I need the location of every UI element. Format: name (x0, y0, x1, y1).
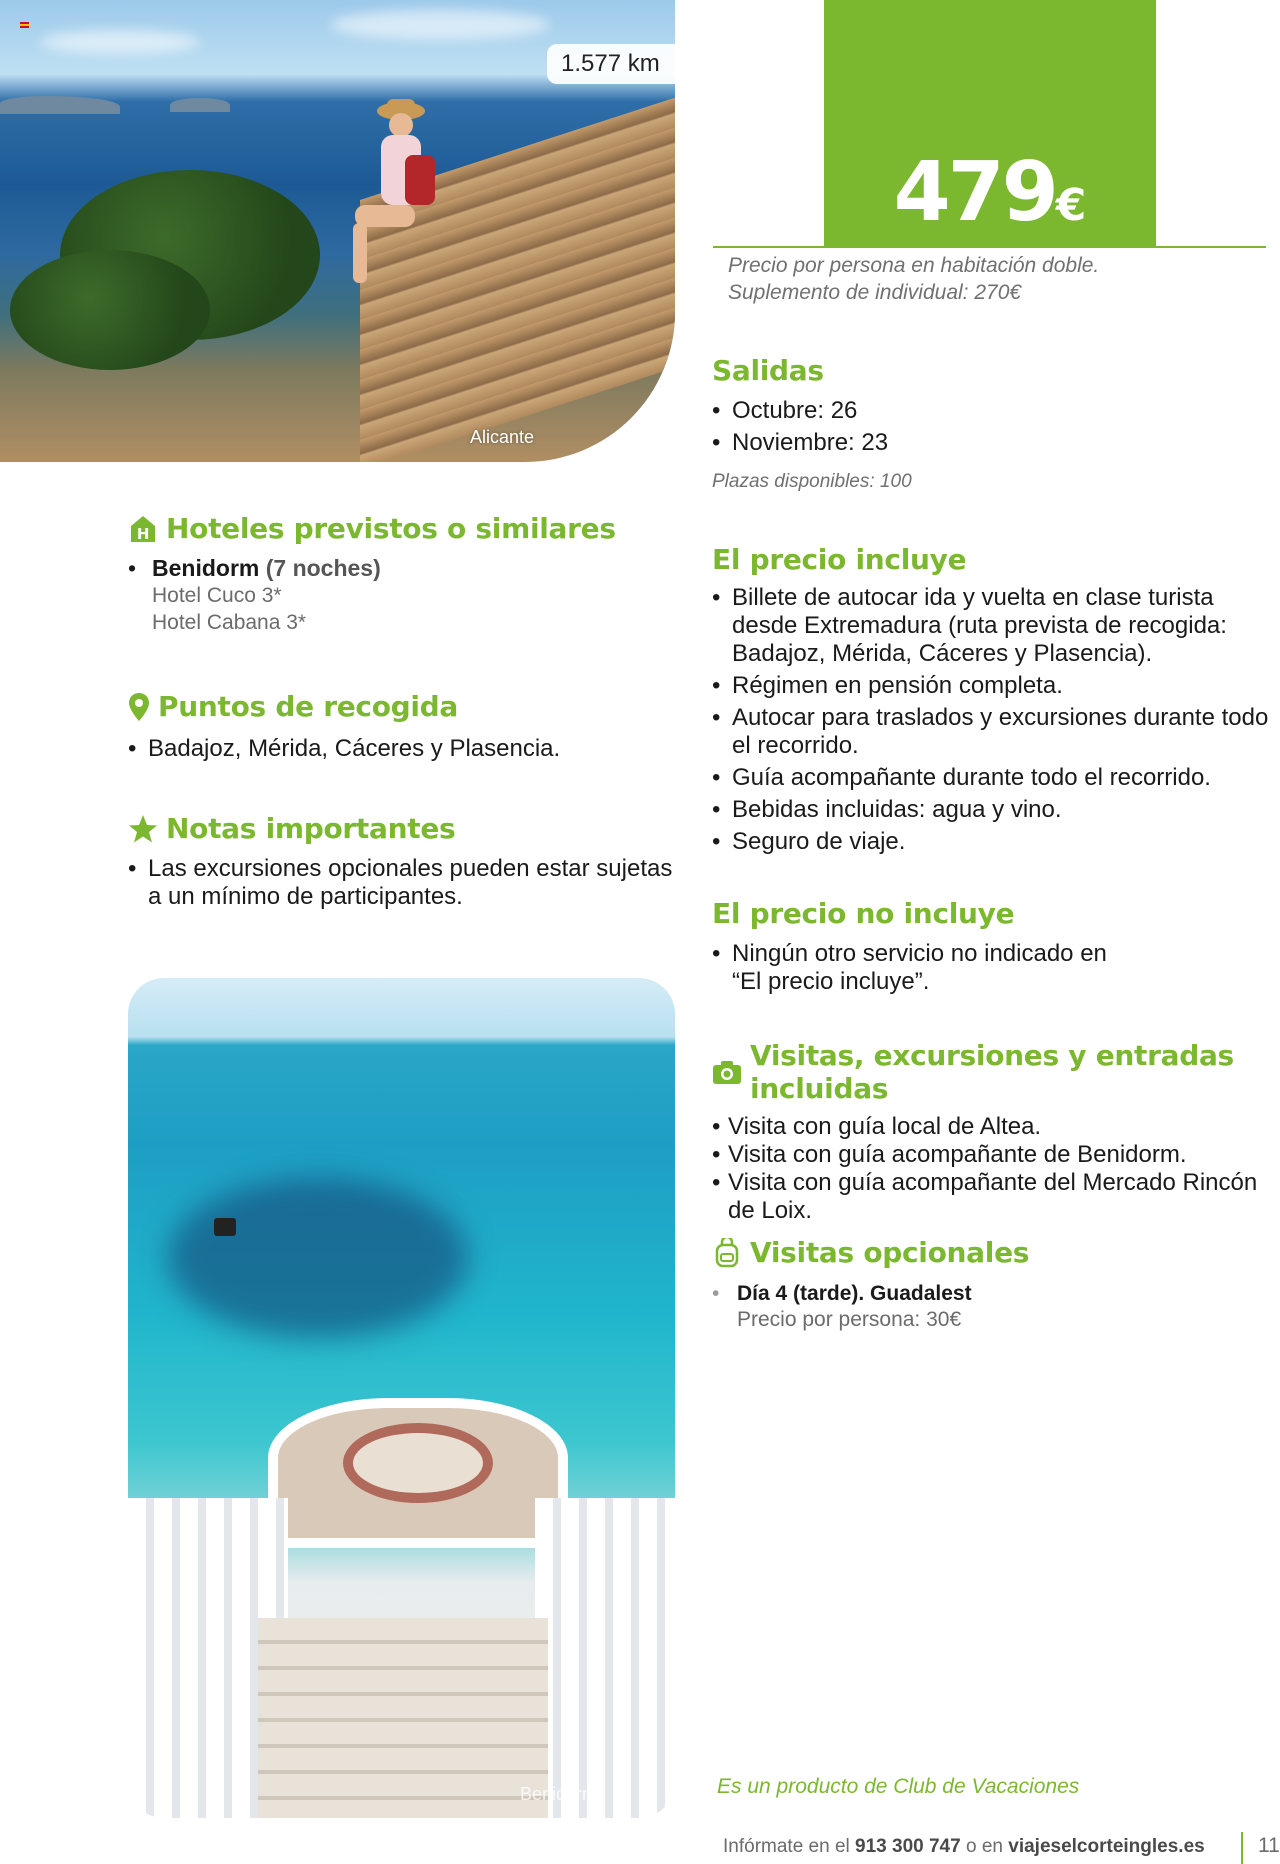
incluye-section (712, 543, 1272, 860)
list-item (128, 555, 688, 636)
footer-divider (1241, 1832, 1243, 1864)
salidas-section (712, 354, 1272, 461)
recogida-section (128, 690, 688, 767)
person-figure (345, 95, 435, 295)
notas-section (128, 812, 688, 915)
price-box (824, 0, 1156, 246)
footer-middle: o en (965, 1836, 1003, 1857)
list-item: • Bebidas incluidas: agua y vino. (712, 796, 1272, 824)
recogida-heading (128, 690, 688, 723)
photo-caption-alicante: Alicante (470, 427, 535, 447)
benidorm-photo (128, 978, 675, 1818)
opcional-price: Precio por persona: 30€ (737, 1308, 962, 1331)
svg-text:H: H (136, 524, 150, 543)
footer-prefix: Infórmate en el (723, 1836, 850, 1857)
hotel-nights: (7 noches) (265, 555, 381, 581)
list-item: • Autocar para traslados y excursiones durante todo el recorrido. (712, 704, 1272, 760)
list-item: • Visita con guía acompañante del Mercado Rincón de Loix. (712, 1169, 1272, 1225)
hoteles-heading (128, 512, 688, 545)
distance-badge: 1.577 km (547, 44, 675, 84)
opcionales-title: Visitas opcionales (750, 1236, 1030, 1269)
location-pin-icon (128, 692, 150, 722)
hotel-city: Benidorm (152, 555, 260, 581)
visitas-heading (712, 1039, 1272, 1105)
salidas-title: Salidas (712, 354, 824, 387)
camera-icon (712, 1057, 742, 1087)
visitas-title: Visitas, excursiones y entradas incluidas (750, 1039, 1234, 1105)
visitas-section (712, 1039, 1272, 1225)
price-divider (713, 246, 1266, 248)
hotel-name: Hotel Cabana 3* (152, 611, 307, 634)
opcionales-heading (712, 1236, 1272, 1269)
page-number: 11 (1258, 1834, 1280, 1857)
hotel-name: Hotel Cuco 3* (152, 584, 282, 607)
opcionales-section (712, 1236, 1272, 1333)
footer-phone[interactable]: 913 300 747 (855, 1836, 961, 1857)
hoteles-title: Hoteles previstos o similares (166, 512, 616, 545)
list-item: • Visita con guía local de Altea. (712, 1113, 1272, 1141)
flag-icon (20, 22, 29, 28)
price-value (824, 145, 1156, 240)
no-incluye-section (712, 897, 1272, 1000)
footer-contact (723, 1836, 1205, 1858)
hoteles-section (128, 512, 688, 636)
backpack-icon (712, 1238, 742, 1268)
no-incluye-title: El precio no incluye (712, 897, 1015, 930)
opcional-title: • Día 4 (tarde). Guadalest (737, 1282, 972, 1305)
notas-heading (128, 812, 688, 845)
star-icon (128, 814, 158, 844)
plazas-disponibles: Plazas disponibles: 100 (712, 471, 912, 492)
incluye-title: El precio incluye (712, 543, 967, 576)
list-item: • Guía acompañante durante todo el recorrido. (712, 764, 1272, 792)
club-note: Es un producto de Club de Vacaciones (717, 1775, 1080, 1798)
list-item: • Noviembre: 23 (712, 429, 1272, 457)
list-item: • Badajoz, Mérida, Cáceres y Plasencia. (128, 735, 688, 763)
hotel-icon (128, 514, 158, 544)
list-item: • Régimen en pensión completa. (712, 672, 1272, 700)
notas-title: Notas importantes (166, 812, 456, 845)
footer-website-link[interactable]: viajeselcorteingles.es (1008, 1836, 1205, 1857)
photo-caption-benidorm: Benidorm (520, 1784, 598, 1804)
list-item: • Billete de autocar ida y vuelta en clase turista desde Extremadura (ruta prevista de recogida: Badajoz, Mérida, Cáceres y Plasencia). (712, 584, 1272, 668)
price-note-line2: Suplemento de individual: 270€ (728, 281, 1022, 304)
price-note-line1: Precio por persona en habitación doble. (728, 254, 1100, 277)
list-item: • Ningún otro servicio no indicado en “El precio incluye”. (712, 940, 1132, 996)
list-item: • Visita con guía acompañante de Benidorm. (712, 1141, 1272, 1169)
list-item: • Octubre: 26 (712, 397, 1272, 425)
list-item: • Seguro de viaje. (712, 828, 1272, 856)
price-note (728, 252, 1099, 306)
price-amount: 479 (893, 145, 1056, 240)
list-item (712, 1281, 1272, 1333)
recogida-title: Puntos de recogida (158, 690, 459, 723)
price-currency: € (1055, 180, 1087, 231)
list-item: • Las excursiones opcionales pueden estar sujetas a un mínimo de participantes. (128, 855, 688, 911)
